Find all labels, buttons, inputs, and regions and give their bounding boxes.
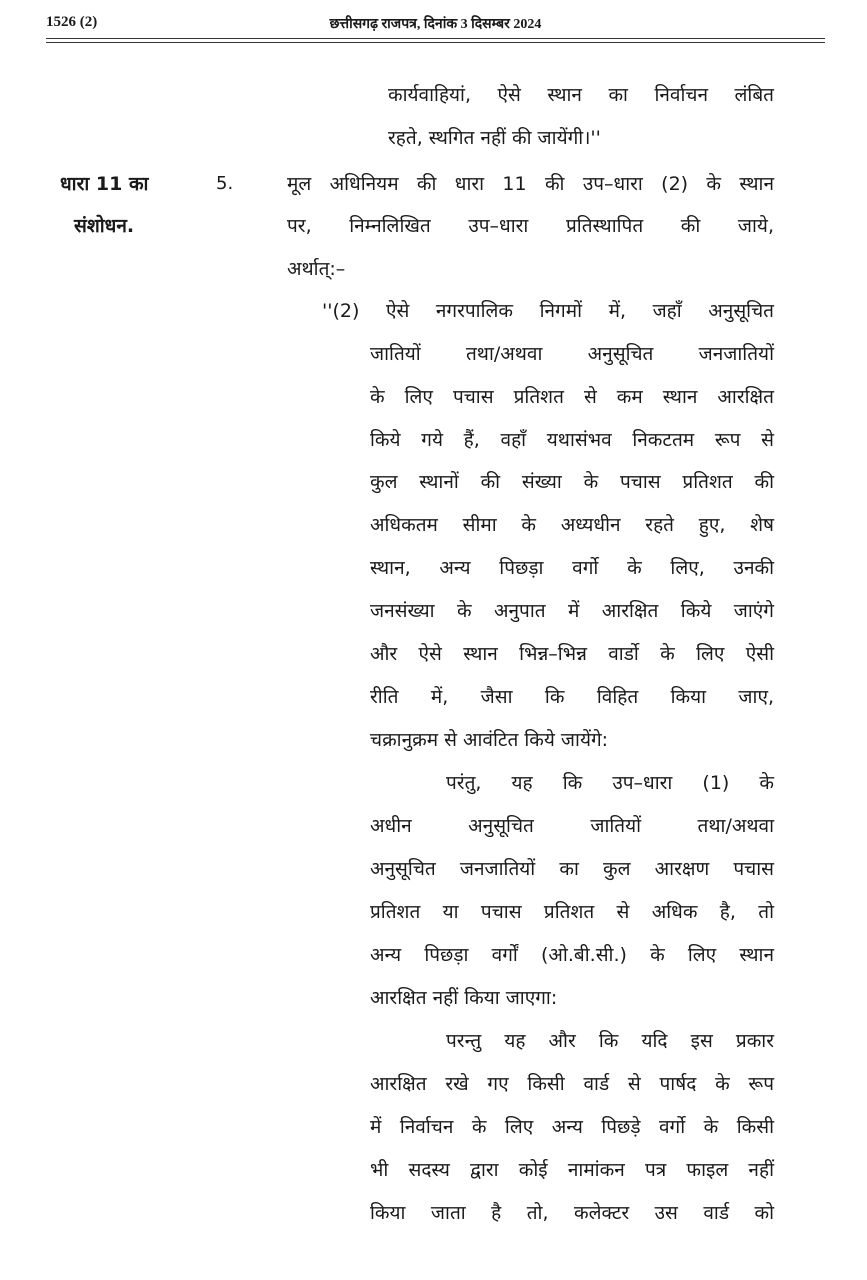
text-line: किया जाता है तो, कलेक्टर उस वार्ड को — [370, 1202, 774, 1224]
page-number: 1526 (2) — [46, 14, 98, 30]
text-line: आरक्षित नहीं किया जाएगा: — [370, 987, 558, 1009]
header-rule-top — [46, 38, 825, 39]
text-line: मूल अधिनियम की धारा 11 की उप–धारा (2) के स्थान — [287, 173, 774, 195]
text-line: परन्तु यह और कि यदि इस प्रकार — [446, 1030, 774, 1052]
text-line: जातियों तथा/अथवा अनुसूचित जनजातियों — [370, 343, 774, 365]
text-line: कुल स्थानों की संख्या के पचास प्रतिशत की — [370, 471, 774, 493]
text-line: परंतु, यह कि उप–धारा (1) के — [446, 772, 774, 794]
text-line: किये गये हैं, वहाँ यथासंभव निकटतम रूप से — [370, 429, 774, 451]
text-line: स्थान, अन्य पिछड़ा वर्गो के लिए, उनकी — [370, 557, 774, 579]
text-line: रीति में, जैसा कि विहित किया जाए, — [370, 686, 774, 708]
text-line: के लिए पचास प्रतिशत से कम स्थान आरक्षित — [370, 386, 774, 408]
gazette-title: छत्तीसगढ़ राजपत्र, दिनांक 3 दिसम्बर 2024 — [329, 17, 542, 32]
page-header — [46, 14, 825, 34]
text-line: पर, निम्नलिखित उप–धारा प्रतिस्थापित की जाये, — [287, 215, 774, 237]
section-number: 5. — [216, 173, 234, 194]
text-line: आरक्षित रखे गए किसी वार्ड से पार्षद के रूप — [370, 1073, 774, 1095]
side-heading-line-1: धारा 11 का — [60, 173, 149, 195]
text-line: अन्य पिछड़ा वर्गों (ओ.बी.सी.) के लिए स्थान — [370, 944, 774, 966]
text-line: अर्थात्:– — [287, 258, 346, 280]
text-line: चक्रानुक्रम से आवंटित किये जायेंगे: — [370, 729, 609, 751]
side-heading-line-2: संशोधन. — [74, 215, 135, 237]
text-line: और ऐसे स्थान भिन्न–भिन्न वार्डो के लिए ऐसी — [370, 643, 774, 665]
text-line: जनसंख्या के अनुपात में आरक्षित किये जाएंगे — [370, 600, 774, 622]
text-line: अधीन अनुसूचित जातियों तथा/अथवा — [370, 815, 774, 837]
text-line: प्रतिशत या पचास प्रतिशत से अधिक है, तो — [370, 901, 774, 923]
text-line: अधिकतम सीमा के अध्यधीन रहते हुए, शेष — [370, 514, 774, 536]
header-rule-bottom — [46, 42, 825, 43]
text-line: अनुसूचित जनजातियों का कुल आरक्षण पचास — [370, 858, 774, 880]
text-line: भी सदस्य द्वारा कोई नामांकन पत्र फाइल नहीं — [370, 1159, 774, 1181]
text-line: कार्यवाहियां, ऐसे स्थान का निर्वाचन लंबित — [388, 84, 774, 106]
text-line: ''(2) ऐसे नगरपालिक निगमों में, जहाँ अनुसूचित — [322, 300, 774, 322]
text-line: रहते, स्थगित नहीं की जायेंगी।'' — [388, 127, 601, 149]
text-line: में निर्वाचन के लिए अन्य पिछड़े वर्गो के किसी — [370, 1116, 774, 1138]
